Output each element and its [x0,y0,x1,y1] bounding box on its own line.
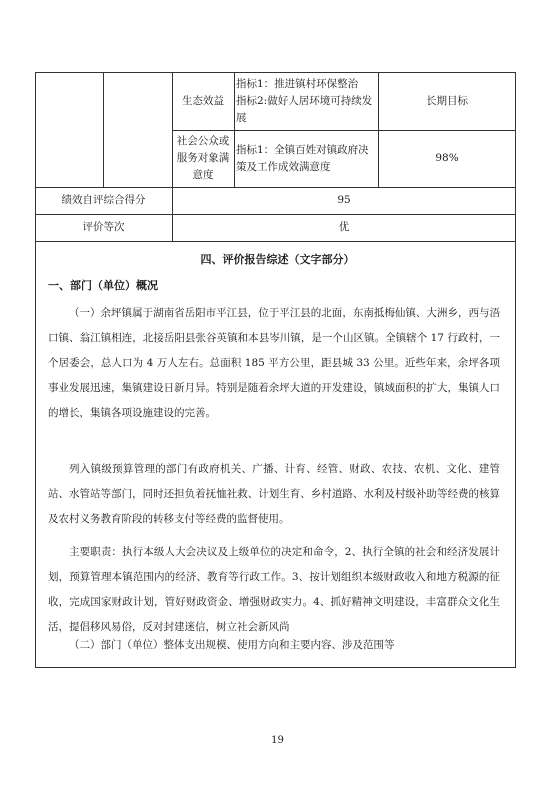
row1-indicator: 指标1：推进镇村环保整治 指标2:做好人居环境可持续发展 [236,77,373,124]
paragraph-duties: 主要职责：执行本级人大会决议及上级单位的决定和命令，2、执行全镇的社会和经济发展计划，预算管理本镇范围内的经济、教育等行政工作。3、按计划组织本级财政收入和地方税源的征收，完成国家财政计划，管好财政资金、增强财政实力。4、抓好精神文明建设，丰富群众文化生活，提倡移风易俗，反对封建迷信，树立社会新风尚 [48,546,500,633]
paragraph-overview: （一）余坪镇属于湖南省岳阳市平江县，位于平江县的北面，东南抵梅仙镇、大洲乡，西与浯口镇、翁江镇相连，北接岳阳县张谷英镇和本县岑川镇，是一个山区镇。全镇辖个 17 行政村，一个居委会，总人口为 4 万人左右。总面积 185 平方公里，距县城 33 公里。近些年来，余坪各项事业发展迅速，集镇建设日新月异。特别是随着余坪大道的开发建设，镇域面积的扩大，集镇人口的增长，集镇各项设施建设的完善。 [48,307,500,419]
row2-indicator: 指标1：全镇百姓对镇政府决策及工作成效满意度 [236,143,369,173]
row1-category: 生态效益 [182,94,224,107]
paragraph-departments: 列入镇级预算管理的部门有政府机关、广播、计育、经管、财政、农技、农机、文化、建管站、水管站等部门，同时还担负着抚恤社救、计划生育、乡村道路、水利及村级补助等经费的核算及农村义务教育阶段的转移支付等经费的监督使用。 [48,463,500,525]
rule-col3 [234,72,235,187]
grade-label: 评价等次 [82,221,125,233]
row2-category: 社会公众或服务对象满意度 [176,135,230,181]
page-number: 19 [271,735,284,746]
row2-target: 98% [435,152,459,164]
section-title: 四、评价报告综述（文字部分） [200,253,355,266]
row1-target: 长期目标 [426,94,468,107]
score-value: 95 [337,194,351,206]
rule-grade-bottom [35,241,516,242]
score-label: 绩效自评综合得分 [61,194,146,206]
grade-value: 优 [338,221,350,233]
paragraph-expenditure: （二）部门（单位）整体支出规模、使用方向和主要内容、涉及范围等 [69,639,395,651]
subsection-title: 一、部门（单位）概况 [48,279,158,292]
rule-col1 [103,72,104,187]
